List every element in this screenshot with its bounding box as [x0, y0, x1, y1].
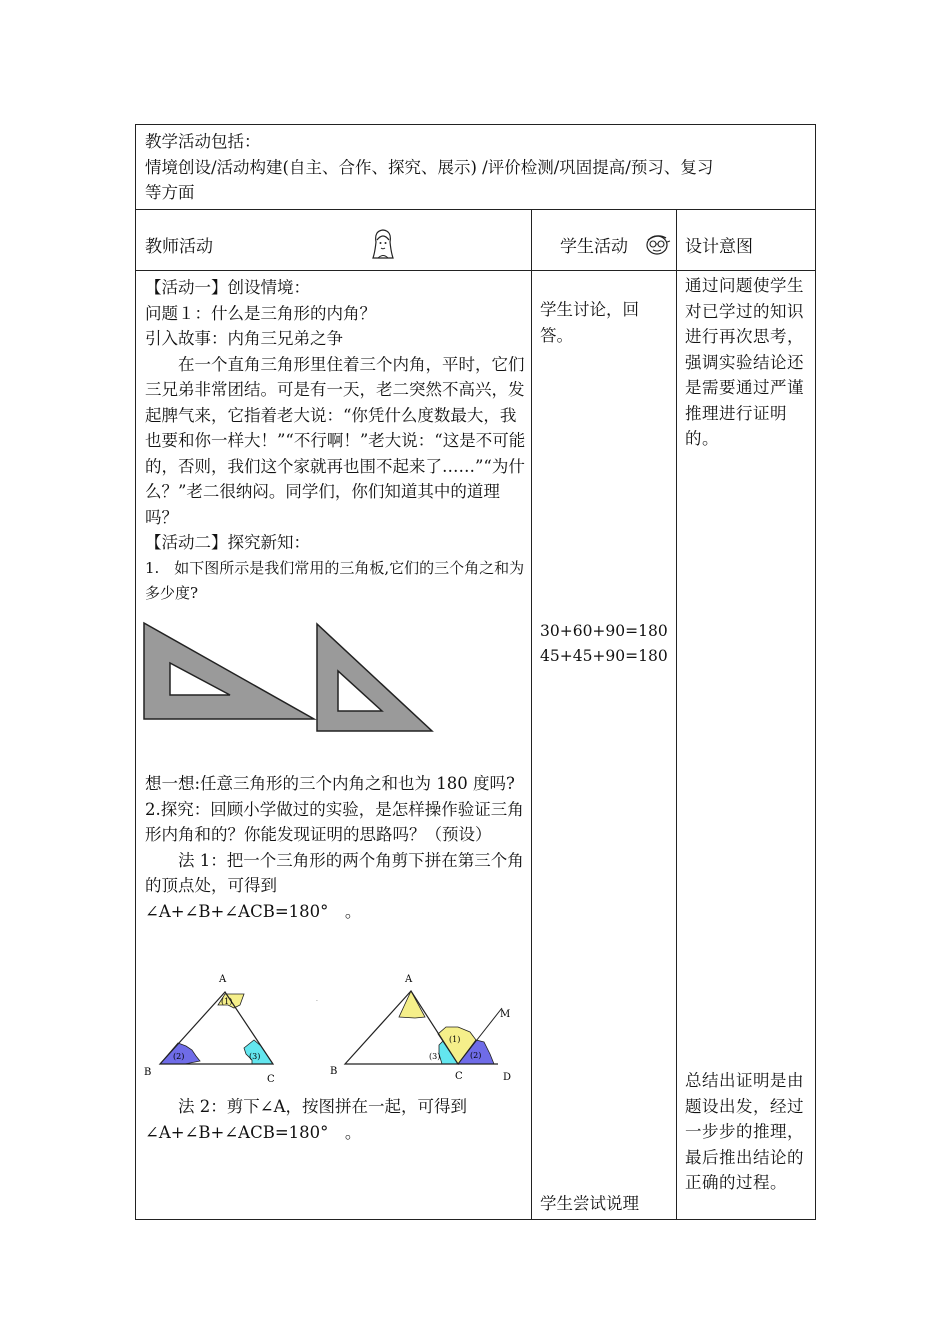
- angle1-label-2: (1): [449, 1035, 461, 1044]
- story-title: 引入故事：内角三兄弟之争: [145, 329, 343, 348]
- angle1-label: (1): [221, 997, 233, 1006]
- ruler-30-60-shape: [144, 623, 314, 719]
- vertex-b-label: B: [144, 1067, 152, 1078]
- student-calc-1: 30+60+90=180: [540, 622, 668, 640]
- set-squares-figure: [142, 619, 442, 737]
- teacher-activity-cell: [145, 275, 527, 607]
- method2-text: 法 2：剪下∠A，按图拼在一起，可得到∠A+∠B+∠ACB=180° 。: [145, 1097, 467, 1142]
- lesson-plan-table: [135, 124, 816, 1220]
- angle2-label: (2): [173, 1052, 185, 1061]
- design-header: 设计意图: [685, 237, 753, 257]
- explore-text: 2.探究：回顾小学做过的实验，是怎样操作验证三角形内角和的？你能发现证明的思路吗？（预设）: [145, 799, 524, 844]
- student-try: 学生尝试说理: [540, 1194, 639, 1213]
- think-cell: [145, 771, 527, 924]
- column-divider: [531, 210, 532, 1219]
- intro-cell: [145, 129, 815, 206]
- design-intent-1: 通过问题使学生对已学过的知识进行再次思考，强调实验结论还是需要通过严谨推理进行证明的。: [685, 276, 804, 448]
- think-question: 想一想:任意三角形的三个内角之和也为 180 度吗?: [145, 774, 515, 793]
- point-m-label: M: [500, 1009, 511, 1020]
- design-intent-2: 总结出证明是由题设出发，经过一步步的推理，最后推出结论的正确的过程。: [685, 1071, 804, 1192]
- vertex-c-label-2: C: [455, 1071, 463, 1082]
- student-face-icon: [645, 232, 671, 256]
- vertex-b-label-2: B: [330, 1066, 338, 1077]
- angle-sum-figure: [140, 970, 525, 1088]
- angle-a-wedge: [399, 991, 425, 1018]
- row-divider: [136, 209, 815, 210]
- student-discuss: 学生讨论，回答。: [540, 300, 639, 345]
- vertex-c-label: C: [267, 1074, 275, 1085]
- row-divider: [136, 270, 815, 271]
- intro-line: 情境创设/活动构建(自主、合作、探究、展示) /评价检测/巩固提高/预习、复习: [145, 157, 714, 177]
- teacher-header: 教师活动: [145, 237, 213, 257]
- question-2: 1. 如下图所示是我们常用的三角板,它们的三个角之和为多少度?: [145, 558, 525, 602]
- method1-text: 法 1：把一个三角形的两个角剪下拼在第三个角的顶点处，可得到: [145, 850, 524, 895]
- vertex-a-label-2: A: [405, 974, 413, 985]
- ruler-45-45-shape: [317, 624, 432, 731]
- activity2-title: 【活动二】探究新知：: [145, 533, 310, 552]
- intro-line: 教学活动包括：: [145, 132, 261, 151]
- story-text: 在一个直角三角形里住着三个内角，平时，它们三兄弟非常团结。可是有一天，老二突然不高兴，发起脾气来，它指着老大说：“你凭什么度数最大，我也要和你一样大！”“不行啊！”老大说：“这是不可能的，否则，我们这个家就再也围不起来了……”“为什么？”老二很纳闷。同学们，你们知道其中的道理吗？: [145, 354, 526, 527]
- column-divider: [676, 210, 677, 1219]
- stray-dot: ·: [316, 998, 318, 1005]
- angle3-label-2: (3): [429, 1052, 441, 1061]
- method1-equation: ∠A+∠B+∠ACB=180° 。: [145, 901, 362, 921]
- angle2-label-2: (2): [470, 1051, 482, 1060]
- activity1-title: 【活动一】创设情境：: [145, 278, 310, 297]
- intro-line: 等方面: [145, 183, 195, 202]
- question-1: 问题１：什么是三角形的内角？: [145, 303, 376, 323]
- teacher-avatar-icon: [370, 228, 396, 262]
- angle3-label: (3): [249, 1052, 261, 1061]
- student-header: 学生活动: [560, 237, 628, 257]
- vertex-a-label: A: [219, 974, 227, 985]
- point-d-label: D: [503, 1072, 512, 1083]
- student-calc-2: 45+45+90=180: [540, 647, 668, 665]
